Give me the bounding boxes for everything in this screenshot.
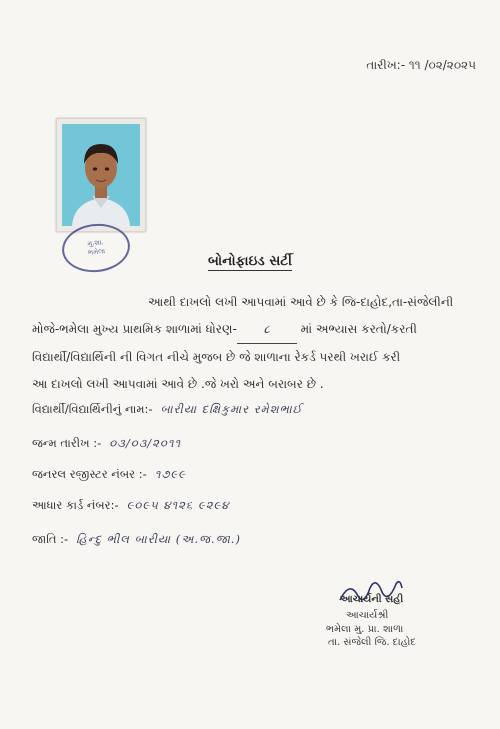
aadhar-field: [32, 498, 229, 513]
certificate-title: [0, 253, 500, 269]
caste-field: [32, 532, 241, 547]
dob-label: જન્મ તારીખ :-: [32, 436, 102, 450]
gr-label: જનરલ રજીસ્ટર નંબર :-: [32, 467, 147, 481]
signature-label: આચાર્યની સહી: [340, 594, 404, 605]
certificate-body: [32, 289, 472, 398]
issue-date: તારીખ:- ૧૧ /૦૨/૨૦૨૫: [366, 58, 476, 72]
student-name-field: [32, 402, 303, 417]
gr-value: ૧૭૯૯: [154, 467, 186, 481]
caste-label: જાતિ :-: [32, 532, 69, 546]
caste-value: હિન્દુ ભીલ બારીયા (અ.જ.જા.): [76, 532, 241, 546]
body-line-2: [32, 316, 472, 344]
title-text: બોનોફાઇડ સર્ટી: [207, 253, 293, 269]
school-name: ભમેલા મુ. પ્રા. શાળા: [326, 624, 404, 635]
stamp-line1: મુ.શા.: [86, 238, 105, 248]
stamp-line2: ભમેલા: [87, 247, 106, 257]
aadhar-value: ૯૦૯૫ ૪૧૨૬ ૯૨૯૪: [126, 498, 230, 512]
aadhar-label: આધાર કાર્ડ નંબર:-: [32, 498, 119, 512]
body-line-2b-text: માં અભ્યાસ કરતો/કરતી: [300, 322, 417, 336]
principal-title: આચાર્યશ્રી: [346, 610, 389, 621]
principal-signature-block: [326, 574, 476, 648]
body-line-1-text: આથી દાખલો લખી આપવામાં આવે છે કે જિ-દાહોદ,તા-સંજેલીની: [148, 295, 454, 309]
dob-value: ૦૩/૦૩/૨૦૧૧: [109, 436, 182, 450]
body-line-4: આ દાખલો લખી આપવામાં આવે છે .જે ખરો અને બરાબર છે .: [32, 377, 324, 391]
gr-number-field: [32, 467, 186, 482]
body-line-3: વિદ્યાર્થી/વિદ્યાર્થિની ની વિગત નીચે મુજબ છે જે શાળાના રેકર્ડ પરથી ખરાઈ કરી: [32, 350, 401, 364]
photo-image: [62, 124, 140, 226]
school-location: તા. સંજેલી જિ. દાહોદ: [328, 637, 416, 648]
name-label: વિદ્યાર્થી/વિદ્યાર્થિનીનું નામ:-: [32, 402, 153, 416]
standard-value: ૮: [237, 316, 297, 344]
student-photo: [56, 118, 146, 232]
name-value: બારીયા દક્ષિકુમાર રમેશભાઈ: [160, 402, 303, 416]
student-portrait-icon: [62, 124, 140, 226]
body-line-2a-text: મોજે-ભમેલા મુખ્ય પ્રાથમિક શાળામાં ધોરણ-: [32, 322, 237, 336]
body-line-1: [32, 289, 472, 316]
dob-field: [32, 436, 181, 451]
